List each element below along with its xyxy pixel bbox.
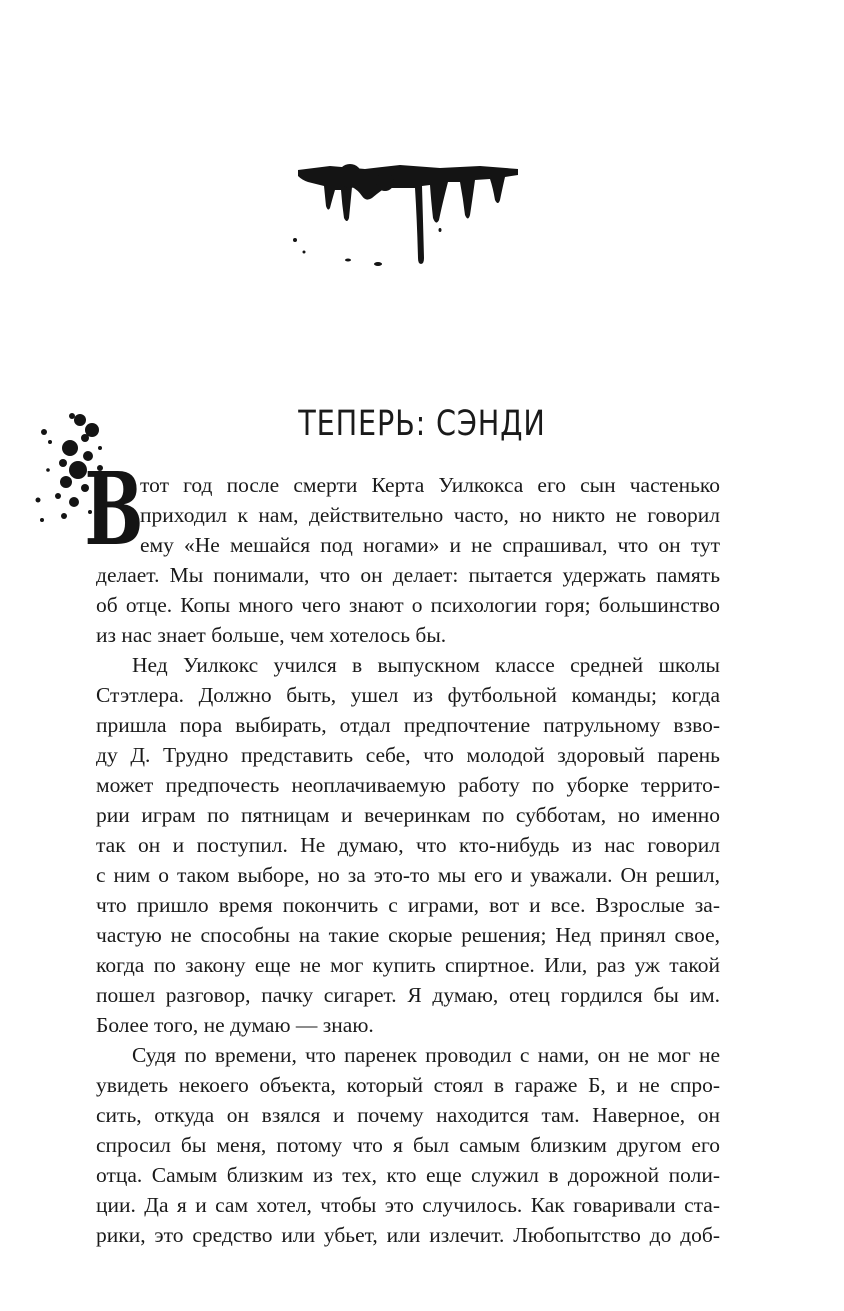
text-line: Стэтлера. Должно быть, ушел из футбольной команды; когда (96, 683, 720, 707)
text-line: Нед Уилкокс учился в выпускном классе средней школы (132, 653, 720, 677)
text-line: ему «Не мешайся под ногами» и не спрашивал, что он тут (140, 533, 720, 557)
text-line: что пришло время покончить с играми, вот и все. Взрослые за- (96, 893, 720, 917)
text-line: увидеть некоего объекта, который стоял в гараже Б, и не спро- (96, 1073, 720, 1097)
text-line: может предпочесть неоплачиваемую работу по уборке террито- (96, 773, 720, 797)
text-line: с ним о таком выборе, но за это-то мы его и уважали. Он решил, (96, 863, 720, 887)
drop-cap (84, 451, 144, 569)
text-line: тот год после смерти Керта Уилкокса его сын частенько (140, 473, 720, 497)
text-line: сить, откуда он взялся и почему находится там. Наверное, он (96, 1103, 720, 1127)
text-line: рии играм по пятницам и вечеринкам по субботам, но именно (96, 803, 720, 827)
text-line: пришла пора выбирать, отдал предпочтение патрульному взво- (96, 713, 720, 737)
text-line: так он и поступил. Не думаю, что кто-нибудь из нас говорил (96, 833, 720, 857)
text-line: из нас знает больше, чем хотелось бы. (96, 623, 447, 647)
text-line: частую не способны на такие скорые решения; Нед принял свое, (96, 923, 720, 947)
text-line: когда по закону еще не мог купить спиртное. Или, раз уж такой (96, 953, 720, 977)
text-line: об отце. Копы много чего знают о психологии горя; большинство (96, 593, 720, 617)
text-line: отца. Самым близким из тех, кто еще служил в дорожной поли- (96, 1163, 720, 1187)
drop-cap-letter: В (84, 451, 144, 569)
text-line: ду Д. Трудно представить себе, что молодой здоровый парень (96, 743, 720, 767)
text-line: Судя по времени, что паренек проводил с нами, он не мог не (132, 1043, 720, 1067)
text-line: ции. Да я и сам хотел, чтобы это случилось. Как говаривали ста- (96, 1193, 720, 1217)
text-line: пошел разговор, пачку сигарет. Я думаю, отец гордился бы им. (96, 983, 720, 1007)
text-line: делает. Мы понимали, что он делает: пытается удержать память (96, 563, 720, 587)
text-line: спросил бы меня, потому что я был самым близким другом его (96, 1133, 720, 1157)
chapter-title: ТЕПЕРЬ: СЭНДИ (298, 404, 546, 444)
text-line: рики, это средство или убьет, или излечит. Любопытство до доб- (96, 1223, 720, 1247)
blood-drip-icon (290, 160, 525, 270)
text-line: Более того, не думаю — знаю. (96, 1013, 374, 1037)
text-line: приходил к нам, действительно часто, но никто не говорил (140, 503, 720, 527)
